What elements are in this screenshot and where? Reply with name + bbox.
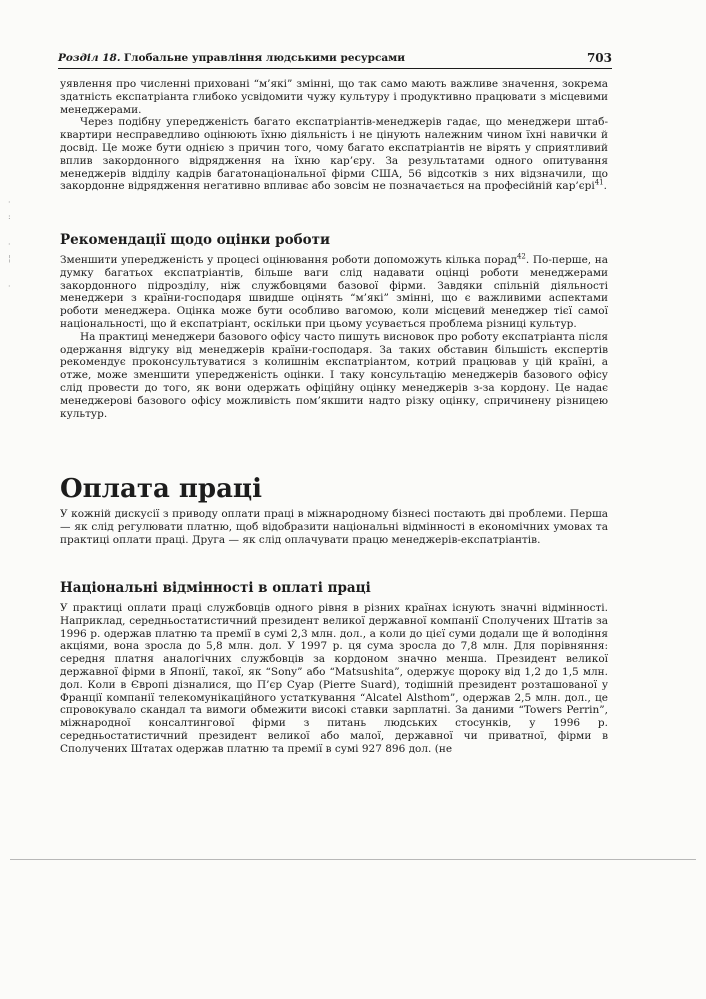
recommendations-paragraph-1-rest: . По-перше, на думку багатьох експатріантів, більше ваги слід надавати оцінці роботи менеджерами закордонного підрозділу, ніж службовцями базової фірми. Завдяки спільній діяльності менеджери з країни-господаря швидше оцінять “м’які” змінні, що є важливими аспектами роботи менеджера. Оцінка може бути особливо вагомою, коли місцевий менеджер тієї самої національності, що й експатріант, оскільки при цьому усувається проблема різниці культур.: [60, 254, 608, 330]
recommendations-section: [60, 232, 608, 248]
national-differences-heading: Національні відмінності в оплаті праці: [60, 580, 371, 596]
header-chapter-title: Глобальне управління людськими ресурсами: [123, 52, 406, 64]
intro-paragraph-1: уявлення про численні приховані “м’які” змінні, що так само мають важливе значення, зокрема здатність експатріанта глибоко усвідомити чужу культуру і продуктивно працювати з місцевими менеджерами.: [60, 78, 608, 116]
compensation-body: [60, 508, 608, 546]
compensation-heading: Оплата праці: [60, 474, 263, 504]
footnote-ref-42: 42: [516, 252, 526, 261]
intro-paragraph-2-text: Через подібну упередженість багато експатріантів-менеджерів гадає, що менеджери штаб-квартири несправедливо оцінюють їхню діяльність і не цінують належним чином їхні навички й досвід. Це може бути однією з причин того, чому багато експатріантів не вірять у сприятливий вплив закордонного відрядження на їхню кар’єру. За результатами одного опитування менеджерів відділу кадрів багатонаціональної фірми США, 56 відсотків з них відзначили, що закордонне відрядження негативно впливає або зовсім не позначається на професійній кар’єрі: [60, 116, 608, 193]
compensation-section: [60, 474, 608, 504]
recommendations-paragraph-1-text: Зменшити упередженість у процесі оцінювання роботи допоможуть кілька порад: [60, 254, 517, 266]
intro-paragraph-2: [60, 116, 608, 193]
national-differences-body: [60, 602, 608, 756]
recommendations-paragraph-1: [60, 254, 608, 331]
national-differences-section: [60, 580, 608, 596]
scan-edge-marks: · : · ¦ ·: [8, 198, 11, 291]
header-rule: [58, 68, 612, 69]
national-differences-paragraph-1: У практиці оплати праці службовців одного рівня в різних країнах існують значні відмінності. Наприклад, середньостатистичний президент великої державної компанії Сполучених Штатів за 1996 р. одержав платню та премії в сумі 2,3 млн. дол., а коли до цієї суми додали ще й володіння акціями, вона зросла до 5,8 млн. дол. У 1997 р. ця сума зросла до 7,8 млн. Для порівняння: середня платня аналогічних службовців за кордоном значно менша. Президент великої державної фірми в Японії, такої, як “Sony” або “Matsushita”, одержує щороку від 1,2 до 1,5 млн. дол. Коли в Європі дізналися, що П’єр Суар (Pierre Suard), тодішній президент розташованої у Франції компанії телекомунікаційного устаткування “Alcatel Alsthom”, одержав 2,5 млн. дол., це спровокувало скандал та вимоги обмежити високі ставки зарплатні. За даними “Towers Perrin”, міжнародної консалтингової фірми з питань людських стосунків, у 1996 р. середньостатистичний президент великої або малої, державної чи приватної, фірми в Сполучених Штатах одержав платню та премії в сумі 927 896 дол. (не: [60, 602, 608, 755]
scan-bottom-edge: [10, 859, 696, 860]
footnote-ref-41: 41: [594, 178, 604, 187]
recommendations-paragraph-2: На практиці менеджери базового офісу часто пишуть висновок про роботу експатріанта після одержання відгуку від менеджерів країни-господаря. За таких обставин більшість експертів рекомендує проконсультуватися з колишнім експатріантом, котрий працював у цій країні, а отже, може зменшити упередженість оцінки. І таку консультацію менеджерів базового офісу слід провести до того, як вони одержать офіційну оцінку менеджерів з-за кордону. Це надає менеджерові базового офісу можливість пом’якшити надто різку оцінку, спричинену різницею культур.: [60, 330, 608, 420]
recommendations-heading: Рекомендації щодо оцінки роботи: [60, 232, 330, 248]
intro-paragraph-2-end: .: [603, 180, 607, 193]
intro-section: [60, 78, 608, 193]
recommendations-body: [60, 254, 608, 420]
compensation-paragraph-1: У кожній дискусії з приводу оплати праці в міжнародному бізнесі постають дві проблеми. Перша — як слід регулювати платню, щоб відобразити національні відмінності в економічних умовах та практиці оплати праці. Друга — як слід оплачувати працю менеджерів-експатріантів.: [60, 508, 608, 546]
running-header: [58, 51, 612, 65]
page-number: 703: [586, 51, 612, 65]
header-section-label: Розділ 18.: [58, 52, 121, 64]
